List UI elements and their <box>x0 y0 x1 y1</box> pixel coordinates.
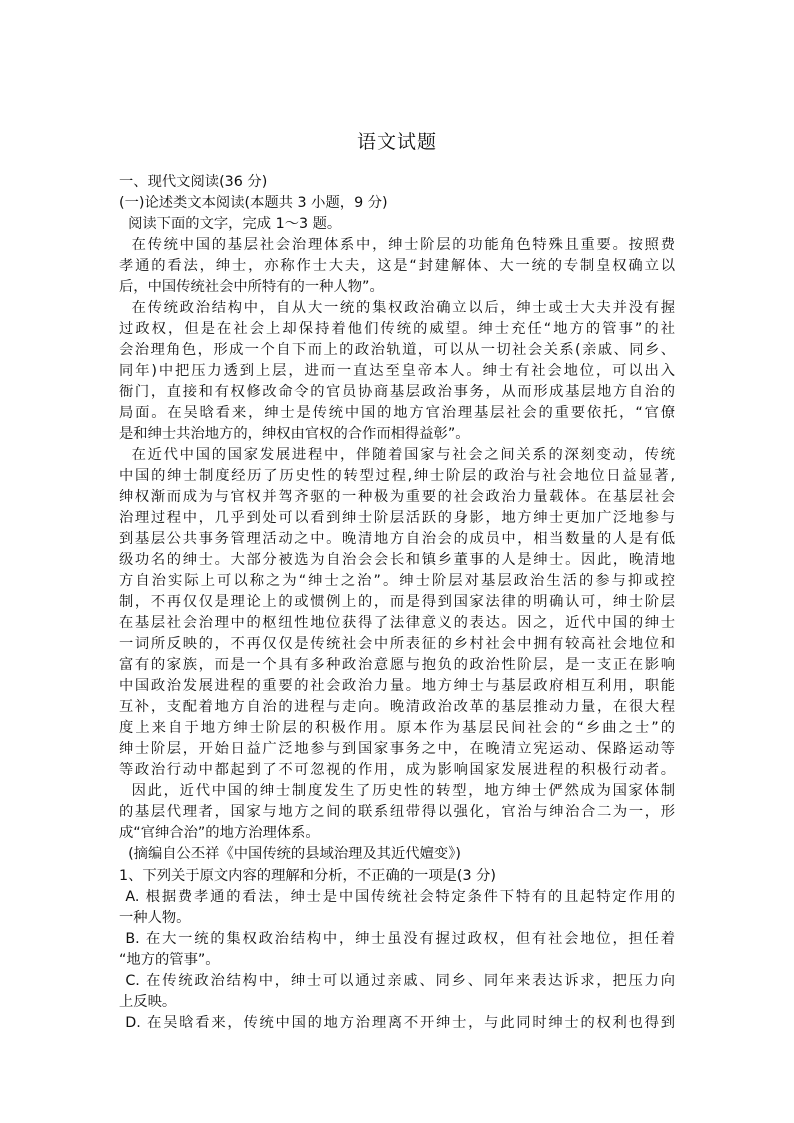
text-line: 局面。在吴晗看来，绅士是传统中国的地方官治理基层社会的重要依托，“官僚 <box>119 405 675 421</box>
text-line: 度上来自于地方绅士阶层的积极作用。原本作为基层民间社会的“乡曲之士”的 <box>119 720 675 736</box>
text-line: 过政权，但是在社会上却保持着他们传统的威望。绅士充任“地方的管事”的社 <box>119 321 675 337</box>
text-line: 上反映。 <box>119 994 177 1010</box>
text-line: 治理过程中，几乎到处可以看到绅士阶层活跃的身影，地方绅士更加广泛地参与 <box>119 510 675 526</box>
text-line: 成“官绅合治”的地方治理体系。 <box>119 825 320 841</box>
text-line: 在传统中国的基层社会治理体系中，绅士阶层的功能角色特殊且重要。按照费 <box>119 237 675 253</box>
text-line: A. 根据费孝通的看法，绅士是中国传统社会特定条件下特有的且起特定作用的 <box>119 889 675 905</box>
text-line: 级功名的绅士。大部分被选为自治会会长和镇乡董事的人是绅士。因此，晚清地 <box>119 552 675 568</box>
page-title: 语文试题 <box>356 131 437 153</box>
text-line: 富有的家族，而是一个具有多种政治意愿与抱负的政治性阶层，是一支正在影响 <box>119 657 675 673</box>
text-line: 绅士阶层，开始日益广泛地参与到国家事务之中，在晚清立宪运动、保路运动等 <box>119 741 675 757</box>
text-line: 一、现代文阅读(36 分) <box>119 174 268 190</box>
text-line: 孝通的看法，绅士，亦称作士大夫，这是“封建解体、大一统的专制皇权确立以 <box>119 258 675 274</box>
text-line: 是和绅士共治地方的，绅权由官权的合作而相得益彰”。 <box>119 426 470 442</box>
text-line: 绅权渐而成为与官权并驾齐驱的一种极为重要的社会政治力量载体。在基层社会 <box>119 489 675 505</box>
text-line: 同年)中把压力透到上层，进而一直达至皇帝本人。绅士有社会地位，可以出入 <box>119 363 675 379</box>
text-line: 中国政治发展进程的重要的社会政治力量。地方绅士与基层政府相互利用，职能 <box>119 678 675 694</box>
text-line: 在基层社会治理中的枢纽性地位获得了法律意义的表达。因之，近代中国的绅士 <box>119 615 675 631</box>
text-line: 中国的绅士制度经历了历史性的转型过程,绅士阶层的政治与社会地位日益显著, <box>119 468 675 484</box>
text-line: 在传统政治结构中，自从大一统的集权政治确立以后，绅士或士大夫并没有握 <box>119 300 675 316</box>
text-line: 衙门，直接和有权修改命令的官员协商基层政治事务，从而形成基层地方自治的 <box>119 384 675 400</box>
text-line: 等政治行动中都起到了不可忽视的作用，成为影响国家发展进程的积极行动者。 <box>119 762 675 778</box>
text-line: 到基层公共事务管理活动之中。晚清地方自治会的成员中，相当数量的人是有低 <box>119 531 675 547</box>
text-line: 后，中国传统社会中所特有的一种人物”。 <box>119 279 384 295</box>
text-line: 制，不再仅仅是理论上的或惯例上的，而是得到国家法律的明确认可，绅士阶层 <box>119 594 675 610</box>
text-line: 会治理角色，形成一个自下而上的政治轨道，可以从一切社会关系(亲戚、同乡、 <box>119 342 675 358</box>
text-line: 互补，支配着地方自治的进程与走向。晚清政治改革的基层推动力量，在很大程 <box>119 699 675 715</box>
text-line: (一)论述类文本阅读(本题共 3 小题，9 分) <box>119 195 388 211</box>
text-line: 在近代中国的国家发展进程中，伴随着国家与社会之间关系的深刻变动，传统 <box>119 447 675 463</box>
text-line: 1、下列关于原文内容的理解和分析，不正确的一项是(3 分) <box>119 868 497 884</box>
text-line: (摘编自公丕祥《中国传统的县域治理及其近代嬗变》) <box>119 846 461 862</box>
text-line: B. 在大一统的集权政治结构中，绅士虽没有握过政权，但有社会地位，担任着 <box>119 931 675 947</box>
text-line: C. 在传统政治结构中，绅士可以通过亲戚、同乡、同年来表达诉求，把压力向 <box>119 973 675 989</box>
text-line: “地方的管事”。 <box>119 952 220 968</box>
text-line: 因此，近代中国的绅士制度发生了历史性的转型，地方绅士俨然成为国家体制 <box>119 783 675 799</box>
text-line: 阅读下面的文字，完成 1～3 题。 <box>119 216 342 232</box>
text-line: D. 在吴晗看来，传统中国的地方治理离不开绅士，与此同时绅士的权利也得到 <box>119 1015 675 1031</box>
text-line: 一词所反映的，不再仅仅是传统社会中所表征的乡村社会中拥有较高社会地位和 <box>119 636 675 652</box>
text-line: 一种人物。 <box>119 910 191 926</box>
text-line: 的基层代理者，国家与地方之间的联系纽带得以强化，官治与绅治合二为一，形 <box>119 804 675 820</box>
text-line: 方自治实际上可以称之为“绅士之治”。绅士阶层对基层政治生活的参与抑或控 <box>119 573 675 589</box>
